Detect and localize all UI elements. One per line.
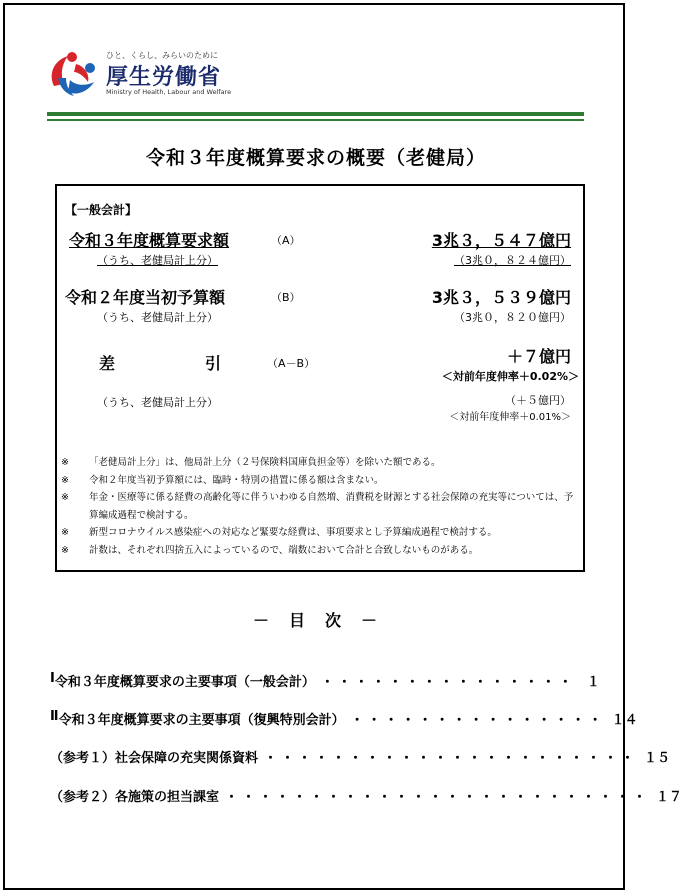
diff-rate: ＜対前年度伸率＋0.02%＞ (441, 370, 579, 383)
toc-item-label: 令和３年度概算要求の主要事項（一般会計） (54, 675, 315, 690)
row-b-sub-value: （3兆０，８２０億円） (454, 311, 571, 324)
toc-item-label: 令和３年度概算要求の主要事項（復興特別会計） (58, 713, 345, 728)
mhlw-logo (46, 48, 246, 104)
header-divider-thin (47, 119, 584, 121)
logo-tagline: ひと、くらし、みらいのために (106, 51, 218, 60)
diff-sub-label: （うち、老健局計上分） (97, 396, 218, 409)
toc-page-number: １４ (611, 713, 638, 728)
section-label: 【一般会計】 (65, 203, 138, 217)
toc-item-4[interactable] (50, 786, 682, 805)
toc-leader-dots: ・・・・・・・・・・・・・・・・・・・・・・ (264, 751, 639, 766)
logo-name: 厚生労働省 (106, 65, 222, 90)
note-item: ※ 令和２年度当初予算額には、臨時・特別の措置に係る額は含まない。 (61, 474, 384, 486)
diff-tag: （A－B） (267, 357, 316, 370)
toc-heading: － 目 次 － (252, 611, 379, 630)
toc-item-3[interactable] (50, 747, 671, 766)
toc-leader-dots: ・・・・・・・・・・・・・・・・・・・・・・・・・ (225, 790, 651, 805)
toc-page-number: １ (586, 675, 600, 690)
toc-item-2[interactable]: Ⅱ 令和３年度概算要求の主要事項（復興特別会計） ・・・・・・・・・・・・・・・ １４ (50, 709, 638, 728)
diff-label-left: 差 (99, 354, 116, 373)
row-a-tag: （A） (271, 234, 301, 247)
diff-sub-rate: ＜対前年度伸率＋0.01%＞ (449, 412, 571, 423)
toc-item-label: （参考２）各施策の担当課室 (50, 790, 220, 805)
toc-leader-dots: ・・・・・・・・・・・・・・・ (320, 675, 576, 690)
diff-sub-value: （＋５億円） (505, 394, 571, 407)
toc-page-number: １５ (644, 751, 671, 766)
toc-page-number: １７ (656, 790, 682, 805)
page-title: 令和３年度概算要求の概要（老健局） (145, 147, 486, 169)
note-item: ※ 「老健局計上分」は、他局計上分（２号保険料国庫負担金等）を除いた額である。 (61, 457, 441, 468)
row-b-label: 令和２年度当初予算額 (65, 288, 226, 307)
row-a-value: 3兆３，５４７億円 (431, 231, 571, 250)
diff-label-right: 引 (205, 354, 222, 373)
header-divider (47, 112, 584, 116)
toc-leader-dots: ・・・・・・・・・・・・・・・ (350, 713, 606, 728)
diff-value: ＋７億円 (506, 347, 571, 366)
logo-english: Ministry of Health, Labour and Welfare (106, 88, 232, 96)
row-b-tag: （B） (271, 291, 301, 304)
note-item: ※ 計数は、それぞれ四捨五入によっているので、端数において合計と合致しないものがある。 (61, 544, 479, 556)
notes-list (61, 454, 581, 559)
mhlw-emblem-icon (46, 48, 102, 104)
row-b-value: 3兆３，５３９億円 (431, 288, 571, 307)
toc-item-1[interactable]: Ⅰ 令和３年度概算要求の主要事項（一般会計） ・・・・・・・・・・・・・・・ １ (50, 671, 600, 690)
toc-item-label: （参考１）社会保障の充実関係資料 (50, 751, 259, 766)
row-a-sub-value: （3兆０，８２４億円） (454, 254, 571, 267)
note-item: ※ 年金・医療等に係る経費の高齢化等に伴ういわゆる自然増、消費税を財源とする社会保障の充実等については、予算編成過程で検討する。 (61, 492, 574, 521)
note-item: ※ 新型コロナウイルス感染症への対応など緊要な経費は、事項要求とし予算編成過程で検討する。 (61, 527, 497, 538)
row-a-sub-label: （うち、老健局計上分） (97, 254, 218, 267)
row-b-sub-label: （うち、老健局計上分） (97, 311, 218, 324)
row-a-label: 令和３年度概算要求額 (69, 231, 230, 250)
budget-summary-box (55, 184, 585, 572)
